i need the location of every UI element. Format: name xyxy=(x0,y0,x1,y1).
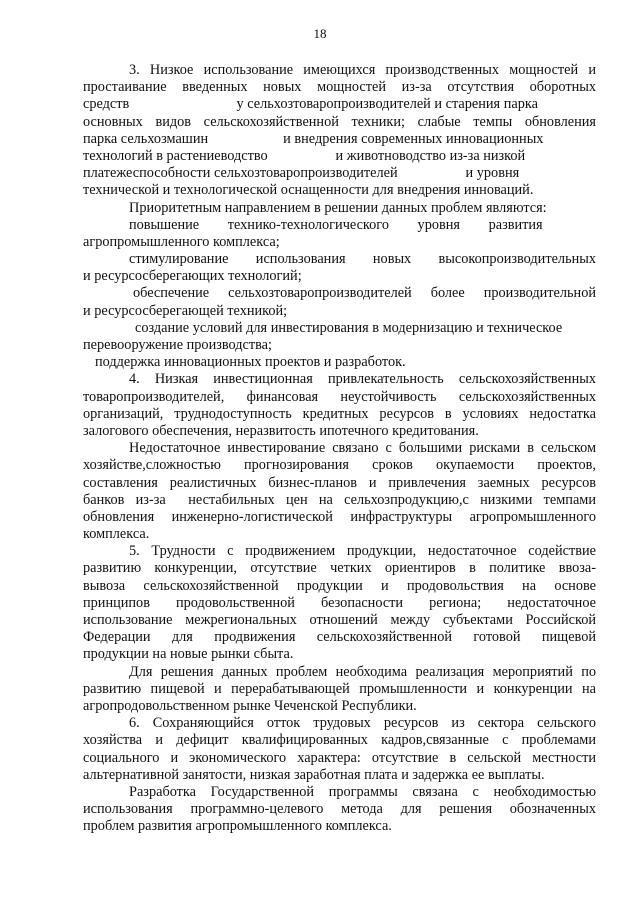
text-line: парка сельхозмашин и внедрения современных инновационных xyxy=(83,130,544,147)
text-line: агропродовольственном рынке Чеченской Республики. xyxy=(83,697,417,714)
text-line: обеспечение сельхозтоваропроизводителей более производительной xyxy=(133,285,596,302)
text-line: развитию конкуренции, отсутствие четких ориентиров в политике ввоза- xyxy=(83,560,596,577)
text-line: поддержка инновационных проектов и разработок. xyxy=(95,354,406,371)
text-line: и ресурсосберегающих технологий; xyxy=(83,268,302,285)
text-line: 3. Низкое использование имеющихся производственных мощностей и xyxy=(129,62,596,78)
text-line: создание условий для инвестирования в модернизацию и техническое xyxy=(135,319,563,336)
text-line: Федерации для продвижения сельскохозяйственной готовой пищевой xyxy=(83,629,596,646)
text-line: комплекса. xyxy=(83,526,150,543)
text-line: развитию пищевой и перерабатывающей промышленности и конкуренции на xyxy=(83,680,596,697)
text-line: обновления инженерно-логистической инфраструктуры агропромышленного xyxy=(83,508,596,525)
text-line: принципов продовольственной безопасности региона; недостаточное xyxy=(83,594,596,611)
text-line: агропромышленного комплекса; xyxy=(83,233,280,250)
text-line: хозяйства и дефицит квалифицированных кадров,связанные с проблемами xyxy=(83,732,596,749)
text-line: технической и технологической оснащенности для внедрения инноваций. xyxy=(83,182,534,199)
text-line: 4. Низкая инвестиционная привлекательность сельскохозяйственных xyxy=(129,371,596,388)
text-line: Недостаточное инвестирование связано с большими рисками в сельском xyxy=(129,440,596,457)
text-line: 6. Сохраняющийся отток трудовых ресурсов из сектора сельского xyxy=(129,715,596,732)
text-line: хозяйстве,сложностью прогнозирования сроков окупаемости проектов, xyxy=(83,457,596,474)
text-line: технологий в растениеводство и животноводство из-за низкой xyxy=(83,147,526,164)
text-line: Приоритетным направлением в решении данных проблем являются: xyxy=(129,199,547,216)
text-line: альтернативной занятости, низкая заработная плата и задержка ее выплаты. xyxy=(83,766,545,783)
text-line: использования программно-целевого метода для решения обозначенных xyxy=(83,801,596,818)
text-line: повышение технико-технологического уровня развития xyxy=(129,216,543,233)
text-line: простаивание введенных новых мощностей из-за отсутствия оборотных xyxy=(83,79,596,96)
text-line: залогового обеспечения, неразвитость ипотечного кредитования. xyxy=(83,422,479,439)
text-line: товаропроизводителей, финансовая неустойчивость сельскохозяйственных xyxy=(83,388,596,405)
text-line: банков из-за нестабильных цен на сельхозпродукцию,с низкими темпами xyxy=(83,491,596,508)
text-line: перевооружение производства; xyxy=(83,337,273,353)
text-line: составления реалистичных бизнес-планов и привлечения заемных ресурсов xyxy=(83,474,596,491)
text-line: организаций, труднодоступность кредитных ресурсов в условиях недостатка xyxy=(83,405,596,422)
text-line: стимулирование использования новых высокопроизводительных xyxy=(129,251,596,268)
text-line: проблем развития агропромышленного комплекса. xyxy=(83,818,392,835)
text-line: Для решения данных проблем необходима реализация мероприятий по xyxy=(129,663,596,680)
text-line: 5. Трудности с продвижением продукции, недостаточное содействие xyxy=(129,543,596,560)
text-line: использование межрегиональных отношений между субъектами Российской xyxy=(83,612,596,628)
text-line: социального и экономического характера: отсутствие в сельской местности xyxy=(83,749,596,766)
text-line: Разработка Государственной программы связана с необходимостью xyxy=(129,783,596,800)
document-body xyxy=(83,62,596,835)
text-line: основных видов сельскохозяйственной техники; слабые темпы обновления xyxy=(83,113,596,130)
page-number: 18 xyxy=(313,26,327,41)
text-line: продукции на новые рынки сбыта. xyxy=(83,646,294,663)
text-line: платежеспособности сельхозтоваропроизводителей и уровня xyxy=(83,165,520,182)
text-line: средств у сельхозтоваропроизводителей и старения парка xyxy=(83,96,538,113)
text-line: вывоза сельскохозяйственной продукции и продовольствия на основе xyxy=(83,577,596,594)
text-line: и ресурсосберегающей техникой; xyxy=(83,302,288,319)
